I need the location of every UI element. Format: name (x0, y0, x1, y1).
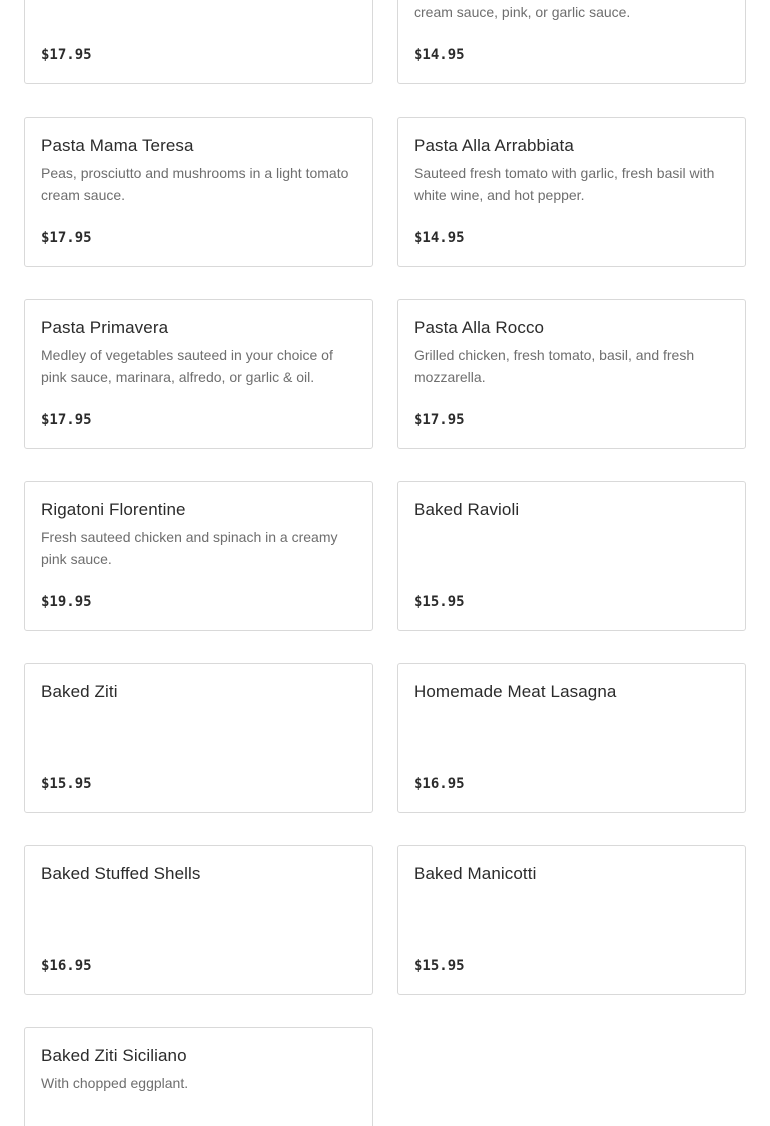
menu-item-name: Pasta Alla Rocco (414, 318, 545, 337)
menu-item-name: Homemade Meat Lasagna (414, 682, 617, 701)
menu-item-card[interactable] (24, 0, 373, 84)
menu-item-card[interactable] (24, 299, 373, 449)
menu-item-description: Medley of vegetables sauteed in your choice of pink sauce, marinara, alfredo, or garlic & oil. (41, 347, 333, 385)
menu-item-description: Grilled chicken, fresh tomato, basil, and fresh mozzarella. (414, 347, 695, 385)
menu-item-price: $19.95 (41, 594, 92, 610)
menu-item-description: Fresh sauteed chicken and spinach in a creamy pink sauce. (41, 529, 338, 567)
menu-item-name: Baked Ravioli (414, 500, 520, 519)
menu-item-price: $14.95 (414, 230, 465, 246)
menu-item-card[interactable] (24, 845, 373, 995)
menu-item-price: $16.95 (414, 776, 465, 792)
menu-item-card[interactable] (24, 117, 373, 267)
menu-item-price: $16.95 (41, 958, 92, 974)
menu-item-card[interactable] (24, 1027, 373, 1126)
menu-item-name: Pasta Mama Teresa (41, 136, 194, 155)
menu-item-card[interactable] (397, 663, 746, 813)
menu-item-price: $17.95 (41, 230, 92, 246)
menu-item-name: Baked Ziti Siciliano (41, 1046, 187, 1065)
menu-item-description: Sauteed fresh tomato with garlic, fresh basil with white wine, and hot pepper. (414, 165, 715, 203)
menu-item-price: $15.95 (414, 594, 465, 610)
menu-item-card[interactable] (397, 117, 746, 267)
menu-item-description (414, 1, 731, 23)
menu-item-card[interactable] (24, 663, 373, 813)
menu-item-price: $17.95 (41, 47, 92, 63)
menu-item-name: Baked Stuffed Shells (41, 864, 201, 883)
menu-item-price: $17.95 (414, 412, 465, 428)
menu-item-card[interactable] (397, 0, 746, 84)
menu-item-description-text: cream sauce, pink, or garlic sauce. (414, 4, 631, 20)
menu-item-price: $14.95 (414, 47, 465, 63)
menu-item-name: Pasta Alla Arrabbiata (414, 136, 574, 155)
menu-item-name: Rigatoni Florentine (41, 500, 186, 519)
menu-item-name: Baked Ziti (41, 682, 118, 701)
menu-item-price: $17.95 (41, 412, 92, 428)
menu-item-card[interactable] (397, 845, 746, 995)
menu-item-description: Peas, prosciutto and mushrooms in a light tomato cream sauce. (41, 165, 349, 203)
menu-item-name: Baked Manicotti (414, 864, 537, 883)
menu-item-card[interactable] (24, 481, 373, 631)
menu-item-price: $15.95 (41, 776, 92, 792)
menu-item-card[interactable] (397, 481, 746, 631)
menu-item-price: $15.95 (414, 958, 465, 974)
menu-item-card[interactable] (397, 299, 746, 449)
menu-item-description: With chopped eggplant. (41, 1075, 189, 1091)
menu-item-name: Pasta Primavera (41, 318, 169, 337)
